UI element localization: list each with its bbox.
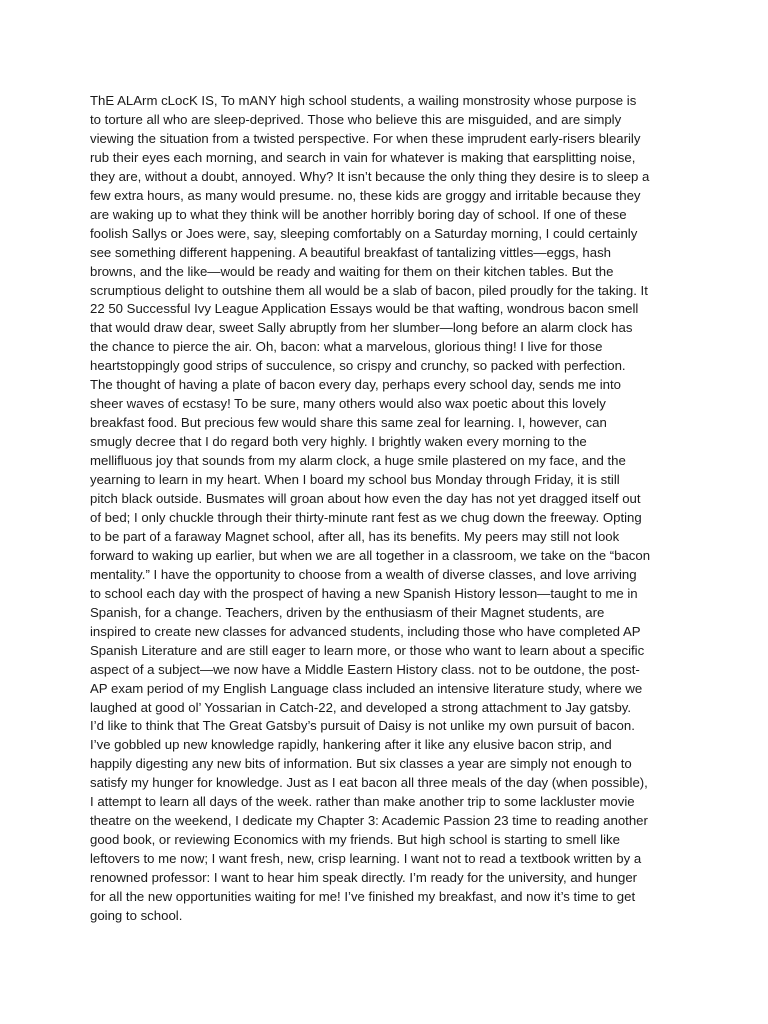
essay-line: yearning to learn in my heart. When I board my school bus Monday through Friday, it is still (90, 472, 620, 488)
essay-line: browns, and the like—would be ready and waiting for them on their kitchen tables. But the (90, 263, 614, 279)
essay-line: mentality.” I have the opportunity to choose from a wealth of diverse classes, and love arriving (90, 566, 637, 582)
essay-line: leftovers to me now; I want fresh, new, crisp learning. I want not to read a textbook written by a (90, 851, 642, 867)
essay-line: I attempt to learn all days of the week. rather than make another trip to some lackluster movie (90, 794, 635, 810)
essay-line: that would draw dear, sweet Sally abruptly from her slumber—long before an alarm clock has (90, 320, 633, 336)
essay-line: of bed; I only chuckle through their thirty-minute rant fest as we chug down the freeway. Opting (90, 509, 642, 525)
essay-line: I’ve gobbled up new knowledge rapidly, hankering after it like any elusive bacon strip, and (90, 737, 612, 753)
essay-line: breakfast food. But precious few would share this same zeal for learning. I, however, can (90, 415, 607, 431)
essay-line: the chance to pierce the air. Oh, bacon: what a marvelous, glorious thing! I live for those (90, 339, 603, 355)
essay-line: Spanish, for a change. Teachers, driven by the enthusiasm of their Magnet students, are (90, 604, 605, 620)
essay-line: forward to waking up earlier, but when we are all together in a classroom, we take on the “bacon (90, 547, 651, 563)
essay-line: few extra hours, as many would presume. no, these kids are groggy and irritable because they (90, 187, 641, 203)
essay-line: are waking up to what they think will be another horribly boring day of school. If one of these (90, 206, 627, 222)
essay-line: viewing the situation from a twisted perspective. For when these imprudent early-risers blearily (90, 130, 641, 146)
essay-line: I’d like to think that The Great Gatsby’s pursuit of Daisy is not unlike my own pursuit of bacon. (90, 718, 635, 734)
essay-line: smugly decree that I do regard both very highly. I brightly waken every morning to the (90, 434, 587, 450)
essay-line: sheer waves of ecstasy! To be sure, many others would also wax poetic about this lovely (90, 396, 606, 412)
essay-line: mellifluous joy that sounds from my alarm clock, a huge smile plastered on my face, and the (90, 453, 626, 469)
essay-line: going to school. (90, 907, 183, 923)
essay-line: to school each day with the prospect of having a new Spanish History lesson—taught to me in (90, 585, 638, 601)
essay-line: 22 50 Successful Ivy League Application Essays would be that wafting, wondrous bacon smell (90, 301, 639, 317)
essay-line: The thought of having a plate of bacon every day, perhaps every school day, sends me into (90, 377, 622, 393)
essay-line: scrumptious delight to outshine them all would be a slab of bacon, piled proudly for the taking. It (90, 282, 648, 298)
essay-line: rub their eyes each morning, and search in vain for whatever is making that earsplitting noise, (90, 149, 636, 165)
essay-line: satisfy my hunger for knowledge. Just as I eat bacon all three meals of the day (when possible), (90, 775, 648, 791)
essay-line: to torture all who are sleep-deprived. Those who believe this are misguided, and are simply (90, 111, 622, 127)
essay-line: for all the new opportunities waiting for me! I’ve finished my breakfast, and now it’s time to get (90, 889, 636, 905)
essay-line: happily digesting any new bits of information. But six classes a year are simply not enough to (90, 756, 632, 772)
essay-line: ThE ALArm cLocK IS, To mANY high school students, a wailing monstrosity whose purpose is (90, 93, 637, 108)
essay-line: laughed at good ol’ Yossarian in Catch-22, and developed a strong attachment to Jay gatsby. (90, 699, 632, 715)
essay-line: Spanish Literature and are still eager to learn more, or those who want to learn about a specific (90, 642, 645, 658)
essay-line: pitch black outside. Busmates will groan about how even the day has not yet dragged itself out (90, 491, 641, 507)
essay-line: AP exam period of my English Language class included an intensive literature study, where we (90, 680, 643, 696)
essay-line: renowned professor: I want to hear him speak directly. I’m ready for the university, and hunger (90, 870, 638, 886)
essay-line: heartstoppingly good strips of succulence, so crispy and crunchy, so packed with perfection. (90, 358, 626, 374)
essay-line: foolish Sallys or Joes were, say, sleeping comfortably on a Saturday morning, I could certainly (90, 225, 638, 241)
essay-line: to be part of a faraway Magnet school, after all, has its benefits. My peers may still not look (90, 528, 620, 544)
essay-line: aspect of a subject—we now have a Middle Eastern History class. not to be outdone, the post- (90, 661, 640, 677)
essay-body (90, 92, 690, 926)
essay-line: they are, without a doubt, annoyed. Why? It isn’t because the only thing they desire is to sleep a (90, 168, 650, 184)
essay-line: inspired to create new classes for advanced students, including those who have completed AP (90, 623, 641, 639)
essay-line: good book, or reviewing Economics with my friends. But high school is starting to smell like (90, 832, 620, 848)
essay-line: theatre on the weekend, I dedicate my Chapter 3: Academic Passion 23 time to reading another (90, 813, 648, 829)
essay-line: see something different happening. A beautiful breakfast of tantalizing vittles—eggs, hash (90, 244, 612, 260)
